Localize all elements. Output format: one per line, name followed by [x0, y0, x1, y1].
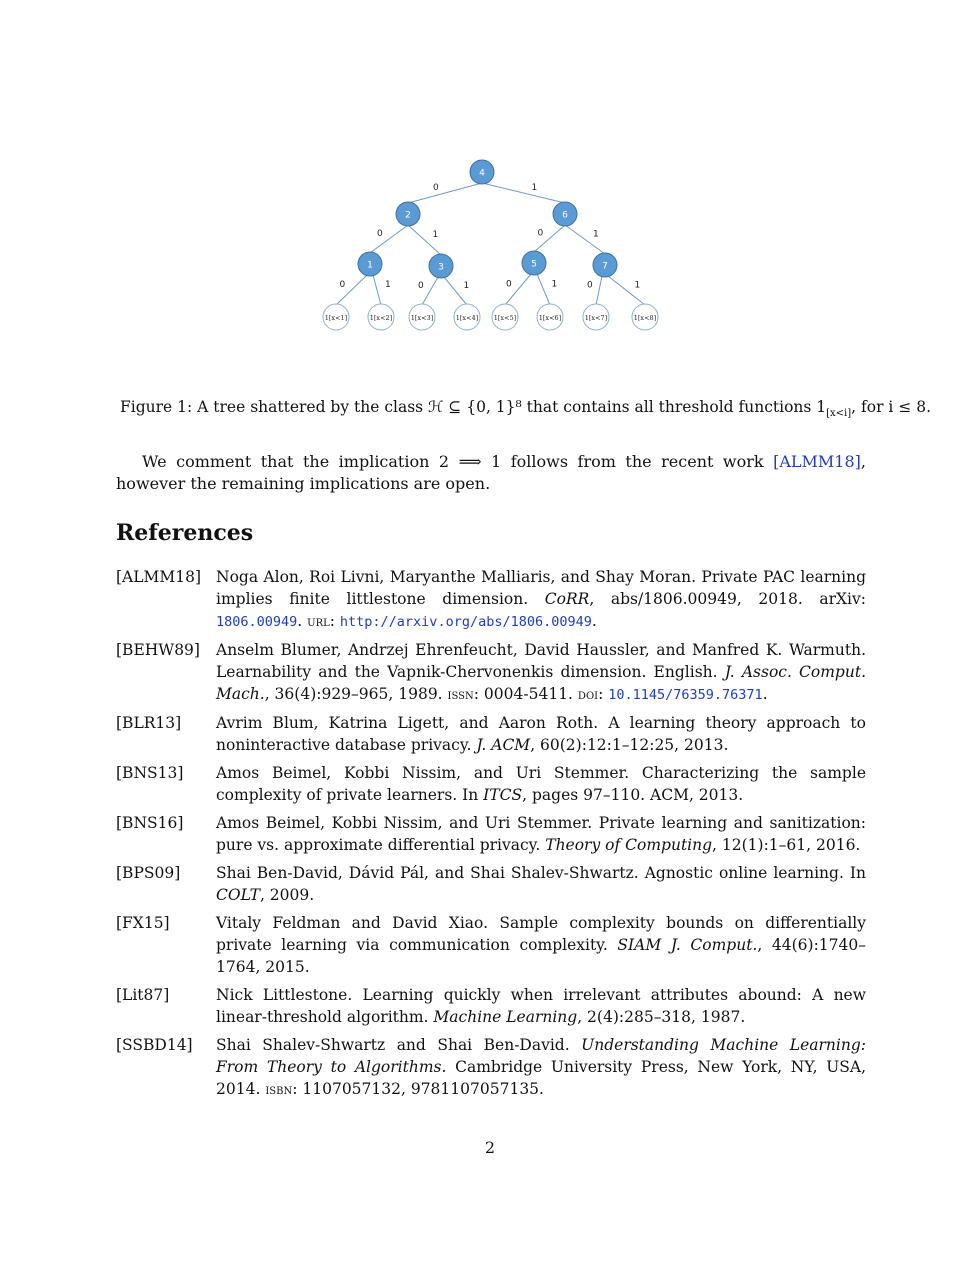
edge-label-0: 0: [587, 280, 593, 291]
citation-link-almm18[interactable]: [ALMM18]: [773, 452, 861, 471]
reference-venue: Machine Learning: [433, 1008, 578, 1026]
reference-item: [116, 984, 866, 1028]
reference-arxiv-link[interactable]: 1806.00949: [216, 614, 298, 630]
reference-field-value: : 1107057132, 9781107057135.: [292, 1080, 544, 1098]
reference-details: , 36(4):929–965, 1989.: [264, 685, 448, 703]
reference-item: [116, 1034, 866, 1101]
reference-authors-title: Anselm Blumer, Andrzej Ehrenfeucht, David Haussler, and Manfred K. Warmuth. Learnability and the Vapnik-Chervonenkis dimension. English.: [216, 641, 866, 681]
reference-body: [216, 1034, 866, 1101]
reference-body: [216, 912, 866, 978]
reference-item: [116, 862, 866, 906]
caption-subscript: [x<i]: [826, 408, 852, 420]
edge-label-0: 0: [433, 183, 439, 193]
reference-item: [116, 639, 866, 706]
reference-field-label: isbn: [265, 1082, 293, 1098]
tree-leaf-label: 1[x<7]: [584, 314, 608, 322]
reference-key: [BLR13]: [116, 714, 182, 732]
reference-item: [116, 912, 866, 978]
reference-end: .: [762, 685, 768, 703]
leaf-edge: [422, 277, 438, 305]
reference-body: [216, 862, 866, 906]
reference-body: [216, 812, 866, 856]
reference-key: [BEHW89]: [116, 641, 200, 659]
reference-authors-title: Shai Ben-David, Dávid Pál, and Shai Shalev-Shwartz. Agnostic online learning. In: [216, 864, 866, 882]
tree-leaf-label: 1[x<6]: [538, 314, 562, 322]
caption-suffix: , for i ≤ 8.: [851, 398, 932, 416]
edge-label-1: 1: [432, 230, 439, 240]
references-list: [116, 566, 866, 1107]
reference-venue: J. ACM: [476, 736, 531, 754]
reference-field-label: doi: [577, 687, 599, 703]
reference-body: [216, 984, 866, 1028]
reference-end: .: [591, 612, 597, 630]
reference-body: [216, 639, 866, 706]
para-before: We comment that the implication 2 ⟹ 1 follows from the recent work: [142, 452, 774, 471]
reference-body: [216, 712, 866, 756]
reference-item: [116, 762, 866, 806]
references-heading: References: [116, 520, 254, 546]
reference-venue: Understanding Machine Learning: From Theory to Algorithms.: [216, 1036, 866, 1076]
reference-item: [116, 812, 866, 856]
reference-venue: COLT: [216, 886, 260, 904]
reference-key: [Lit87]: [116, 986, 170, 1004]
reference-separator: :: [329, 612, 340, 630]
reference-details: , 44(6):1740–1764, 2015.: [216, 936, 867, 976]
reference-body: [216, 566, 866, 633]
leaf-edge: [537, 274, 550, 305]
tree-edge: [408, 183, 482, 203]
reference-url-link[interactable]: 10.1145/76359.76371: [608, 687, 763, 703]
body-paragraph: [116, 451, 866, 495]
tree-node-label: 1: [367, 260, 373, 271]
reference-key: [BNS16]: [116, 814, 184, 832]
reference-field-label: url: [307, 614, 330, 630]
tree-leaf-label: 1[x<8]: [633, 314, 657, 322]
tree-leaf-label: 1[x<2]: [369, 314, 393, 322]
edge-label-0: 0: [339, 280, 346, 290]
edge-label-1: 1: [531, 183, 538, 193]
reference-field-label: issn: [447, 687, 474, 703]
reference-key: [ALMM18]: [116, 568, 202, 586]
reference-key: [BNS13]: [116, 764, 184, 782]
edge-label-0: 0: [537, 228, 544, 239]
reference-details: , pages 97–110. ACM, 2013.: [522, 786, 744, 804]
reference-authors-title: Avrim Blum, Katrina Ligett, and Aaron Roth. A learning theory approach to noninteractive database privacy.: [216, 714, 866, 754]
reference-details: Cambridge University Press, New York, NY, USA, 2014.: [216, 1058, 867, 1098]
tree-leaf-label: 1[x<1]: [324, 314, 348, 322]
reference-field-value: : 0004-5411.: [473, 685, 578, 703]
reference-separator: :: [598, 685, 609, 703]
reference-details: , 12(1):1–61, 2016.: [712, 836, 861, 854]
leaf-edge: [373, 275, 381, 305]
reference-authors-title: Amos Beimel, Kobbi Nissim, and Uri Stemmer. Characterizing the sample complexity of private learners. In: [216, 764, 866, 804]
tree-edge: [370, 225, 408, 253]
tree-node-label: 5: [531, 259, 537, 270]
leaf-edge: [596, 276, 602, 305]
tree-node-label: 3: [438, 262, 444, 273]
tree-node-label: 2: [405, 210, 411, 221]
reference-body: [216, 762, 866, 806]
edge-label-1: 1: [463, 281, 470, 291]
reference-key: [FX15]: [116, 914, 170, 932]
figure-caption: [120, 396, 932, 425]
tree-edge: [482, 183, 565, 203]
edge-label-0: 0: [418, 281, 424, 291]
tree-node-label: 4: [479, 168, 485, 179]
tree-node-label: 6: [562, 210, 568, 221]
reference-venue: CoRR: [544, 590, 590, 608]
tree-edge: [565, 225, 605, 254]
tree-figure: [300, 150, 680, 340]
tree-leaf-label: 1[x<3]: [410, 314, 434, 322]
reference-item: [116, 712, 866, 756]
reference-details: , abs/1806.00949, 2018. arXiv:: [589, 590, 866, 608]
caption-prefix: Figure 1:: [120, 398, 193, 416]
reference-venue: Theory of Computing: [545, 836, 713, 854]
reference-details: , 60(2):12:1–12:25, 2013.: [530, 736, 729, 754]
reference-authors-title: Nick Littlestone. Learning quickly when irrelevant attributes abound: A new linear-threshold algorithm.: [216, 986, 866, 1026]
reference-authors-title: Noga Alon, Roi Livni, Maryanthe Malliaris, and Shay Moran. Private PAC learning implies finite littlestone dimension.: [216, 568, 866, 608]
edge-label-1: 1: [385, 280, 391, 290]
reference-venue: ITCS: [483, 786, 523, 804]
reference-key: [SSBD14]: [116, 1036, 193, 1054]
reference-item: [116, 566, 866, 633]
reference-authors-title: Shai Shalev-Shwartz and Shai Ben-David.: [216, 1036, 582, 1054]
para-after: , however the remaining implications are open.: [116, 452, 866, 493]
reference-key: [BPS09]: [116, 864, 181, 882]
tree-node-label: 7: [602, 261, 608, 272]
reference-authors-title: Amos Beimel, Kobbi Nissim, and Uri Stemmer. Private learning and sanitization: pure vs. approximate differential privacy.: [216, 814, 866, 854]
tree-leaf-label: 1[x<4]: [455, 314, 479, 322]
reference-authors-title: Vitaly Feldman and David Xiao. Sample complexity bounds on differentially private learning via communication complexity.: [216, 914, 866, 954]
edge-label-1: 1: [634, 280, 641, 291]
reference-venue: SIAM J. Comput.: [617, 936, 758, 954]
caption-text: A tree shattered by the class ℋ ⊆ {0, 1}⁸ that contains all threshold functions 1: [197, 398, 827, 416]
edge-label-1: 1: [551, 279, 558, 290]
tree-leaf-label: 1[x<5]: [493, 314, 517, 322]
reference-venue: J. Assoc. Comput. Mach.: [216, 663, 866, 703]
edge-label-0: 0: [377, 229, 383, 239]
reference-url-link[interactable]: http://arxiv.org/abs/1806.00949: [339, 614, 592, 630]
reference-details: , 2009.: [259, 886, 315, 904]
shattered-tree-diagram: [300, 150, 680, 340]
edge-label-0: 0: [506, 279, 512, 290]
page-number: 2: [484, 1138, 496, 1157]
edge-label-1: 1: [593, 229, 599, 240]
reference-details: , 2(4):285–318, 1987.: [577, 1008, 746, 1026]
reference-separator: .: [297, 612, 308, 630]
